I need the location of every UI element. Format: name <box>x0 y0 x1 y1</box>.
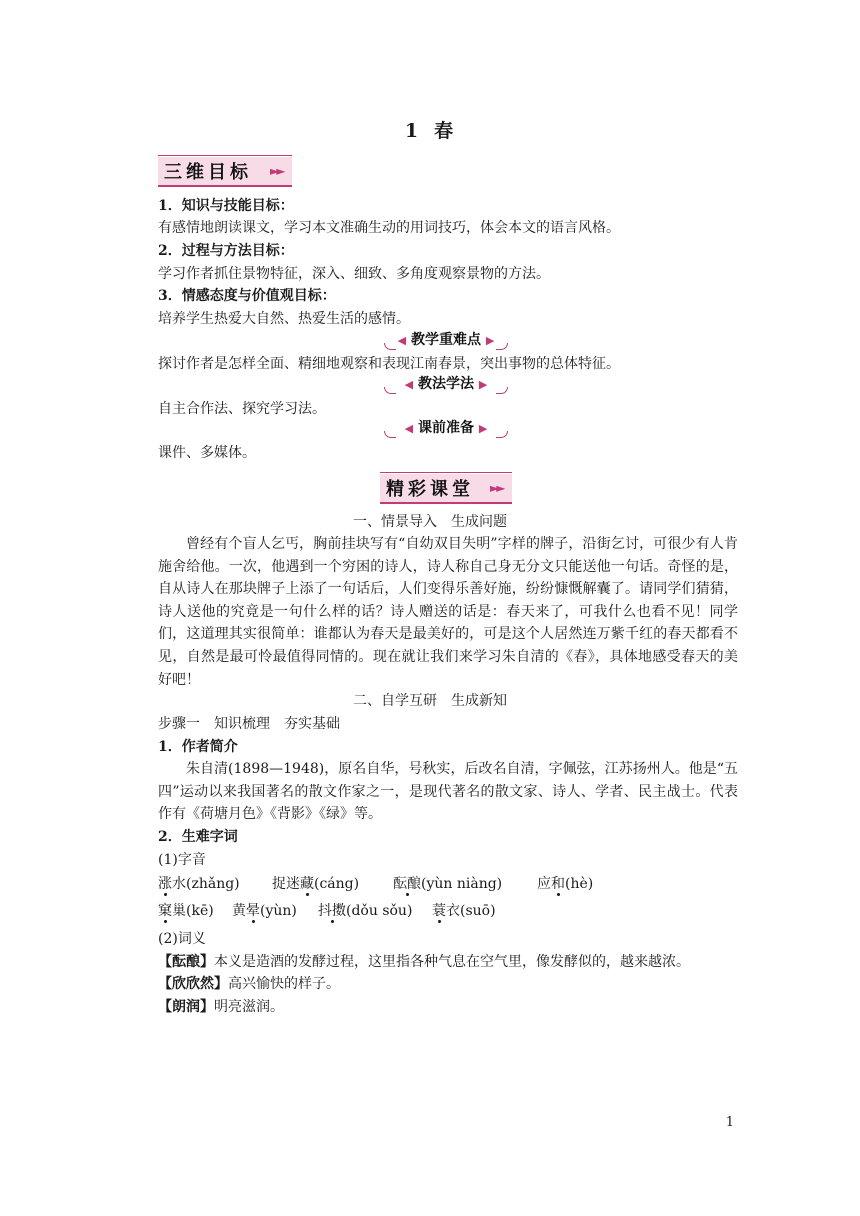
pron-item: 窠巢(kē) <box>158 903 214 919</box>
section-header-methods <box>384 374 508 396</box>
section-header-label: 教学重难点 <box>411 332 481 348</box>
lesson-name: 春 <box>434 120 456 142</box>
left-arrow-icon: ◀ <box>404 378 414 391</box>
goal-1-text: 有感情地朗读课文，学习本文准确生动的用词技巧，体会本文的语言风格。 <box>158 220 620 236</box>
right-arrow-icon: ▶ <box>478 378 488 391</box>
section-header-keypoints <box>384 330 508 352</box>
section-header-classroom <box>380 474 512 502</box>
right-arrow-icon: ▶ <box>485 334 495 347</box>
pronunciation-heading: (1)字音 <box>158 852 206 868</box>
keypoints-text: 探讨作者是怎样全面、精细地观察和表现江南春景，突出事物的总体特征。 <box>158 356 620 372</box>
methods-text: 自主合作法、探究学习法。 <box>158 401 326 417</box>
double-arrow-icon: ►► <box>490 481 503 495</box>
part-2-heading: 二、自学互研 生成新知 <box>353 693 507 709</box>
pron-item: 涨水(zhǎng) <box>158 876 240 892</box>
section-header-label: 三维目标 <box>164 162 252 183</box>
author-heading: 1．作者简介 <box>158 739 238 755</box>
goal-1-heading: 1．知识与技能目标： <box>158 198 294 214</box>
lesson-number: 1 <box>404 120 421 142</box>
pron-item: 蓑衣(suō) <box>432 903 496 919</box>
intro-paragraph: 曾经有个盲人乞丐，胸前挂块写有“自幼双目失明”字样的牌子，沿街乞讨，可很少有人肯施舍给他。一次，他遇到一个穷困的诗人，诗人称自己身无分文只能送他一句话。奇怪的是，自从诗人在那块牌子上添了一句话后，人们变得乐善好施，纷纷慷慨解囊了。请同学们猜猜，诗人送他的究竟是一句什么样的话？诗人赠送的话是：春天来了，可我什么也看不见！同学们，这道理其实很简单：谁都认为春天是最美好的，可是这个人居然连万紫千红的春天都看不见，自然是最可怜最值得同情的。现在就让我们来学习朱自清的《春》，具体地感受春天的美好吧！ <box>158 536 738 688</box>
pron-item: 黄晕(yùn) <box>232 903 297 919</box>
pron-item: 捉迷藏(cáng) <box>272 876 360 892</box>
goal-2-text: 学习作者抓住景物特征，深入、细致、多角度观察景物的方法。 <box>158 266 550 282</box>
pron-item: 抖擞(dǒu sǒu) <box>318 903 413 919</box>
part-1-heading: 一、情景导入 生成问题 <box>353 514 507 530</box>
right-arrow-icon: ▶ <box>478 422 488 435</box>
goal-3-text: 培养学生热爱大自然、热爱生活的感情。 <box>158 311 410 327</box>
section-header-goals <box>158 157 292 185</box>
left-arrow-icon: ◀ <box>404 422 414 435</box>
pron-item: 酝酿(yùn niàng) <box>393 876 503 892</box>
left-arrow-icon: ◀ <box>397 334 407 347</box>
double-arrow-icon: ►► <box>270 164 283 178</box>
goal-2-heading: 2．过程与方法目标： <box>158 243 294 259</box>
meaning-item-2: 【欣欣然】高兴愉快的样子。 <box>158 976 340 992</box>
meaning-heading: (2)词义 <box>158 931 206 947</box>
goal-3-heading: 3．情感态度与价值观目标： <box>158 288 336 304</box>
author-paragraph: 朱自清(1898—1948)，原名自华，号秋实，后改名自清，字佩弦，江苏扬州人。他是“五四”运动以来我国著名的散文作家之一，是现代著名的散文家、诗人、学者、民主战士。代表作有《荷塘月色》《背影》《绿》等。 <box>158 761 738 823</box>
section-header-label: 精彩课堂 <box>386 479 474 500</box>
step-1-heading: 步骤一 知识梳理 夯实基础 <box>158 716 340 732</box>
lesson-title <box>0 116 860 143</box>
page-number: 1 <box>725 1115 734 1130</box>
pron-item: 应和(hè) <box>537 876 594 892</box>
section-header-label: 教法学法 <box>418 376 474 392</box>
section-header-preparation <box>384 418 508 440</box>
preparation-text: 课件、多媒体。 <box>158 445 256 461</box>
words-heading: 2．生难字词 <box>158 829 238 845</box>
section-header-label: 课前准备 <box>418 420 474 436</box>
meaning-item-1: 【酝酿】本义是造酒的发酵过程，这里指各种气息在空气里，像发酵似的，越来越浓。 <box>158 954 690 970</box>
meaning-item-3: 【朗润】明亮滋润。 <box>158 999 284 1015</box>
